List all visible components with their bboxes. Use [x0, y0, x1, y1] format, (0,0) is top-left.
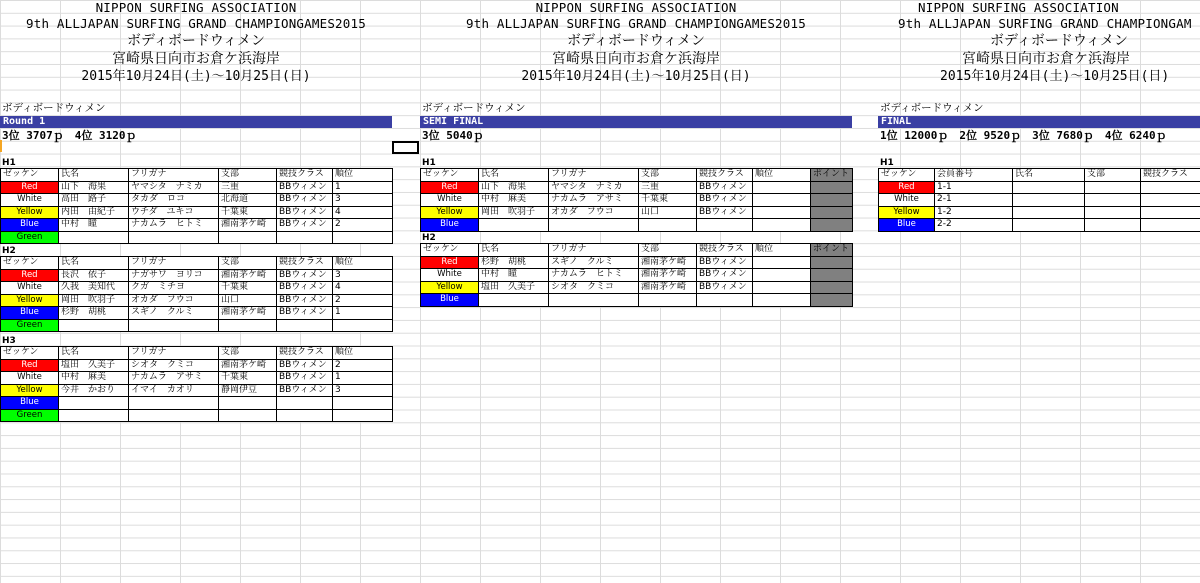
col-class: 競技クラス [697, 244, 753, 257]
kana-cell[interactable]: ナカムラ ヒトミ [549, 269, 639, 282]
class-cell[interactable]: BBウィメン [277, 194, 333, 207]
bib-cell[interactable]: Red [1, 359, 59, 372]
class-cell[interactable] [277, 397, 333, 410]
points-cell[interactable] [811, 294, 853, 307]
member-cell[interactable]: 1-2 [935, 206, 1013, 219]
table-row [1, 294, 393, 307]
rank-cell[interactable] [753, 206, 811, 219]
table-header-row [421, 169, 853, 182]
col-name: 氏名 [59, 257, 129, 270]
bib-cell[interactable]: Blue [1, 219, 59, 232]
category-label: ボディボードウィメン [880, 102, 984, 114]
heat-table-sf-h1 [420, 168, 853, 232]
rank-cell[interactable] [753, 281, 811, 294]
branch-cell[interactable] [1085, 194, 1141, 207]
bib-cell[interactable]: White [421, 194, 479, 207]
class-cell[interactable]: BBウィメン [277, 206, 333, 219]
kana-cell[interactable]: オカダ フウコ [129, 294, 219, 307]
rank-cell[interactable] [333, 231, 393, 244]
class-cell[interactable]: BBウィメン [277, 359, 333, 372]
branch-cell[interactable] [639, 294, 697, 307]
points-cell[interactable] [811, 269, 853, 282]
name-cell[interactable]: 杉野 胡桃 [59, 307, 129, 320]
col-kana: フリガナ [549, 244, 639, 257]
selected-cell[interactable] [392, 141, 419, 154]
points-cell[interactable] [811, 206, 853, 219]
division-title: ボディボードウィメン [990, 33, 1129, 49]
advance-points: 1位 12000ｐ 2位 9520ｐ 3位 7680ｐ 4位 6240ｐ [880, 129, 1167, 142]
name-cell[interactable]: 山下 海果 [59, 181, 129, 194]
name-cell[interactable]: 塩田 久美子 [59, 359, 129, 372]
kana-cell[interactable]: クガ ミチヨ [129, 282, 219, 295]
kana-cell[interactable] [129, 409, 219, 422]
kana-cell[interactable]: ヤマシタ ナミカ [549, 181, 639, 194]
heat-table-sf-h2 [420, 243, 853, 307]
rank-cell[interactable]: 2 [333, 219, 393, 232]
kana-cell[interactable] [129, 397, 219, 410]
round-bar: Round 1 [0, 116, 392, 128]
branch-cell[interactable]: 三重 [219, 181, 277, 194]
class-cell[interactable]: BBウィメン [277, 372, 333, 385]
kana-cell[interactable]: スギノ クルミ [129, 307, 219, 320]
bib-cell[interactable]: Red [421, 256, 479, 269]
class-cell[interactable] [697, 219, 753, 232]
rank-cell[interactable] [753, 294, 811, 307]
rank-cell[interactable] [333, 319, 393, 332]
rank-cell[interactable]: 2 [333, 359, 393, 372]
col-kana: フリガナ [129, 347, 219, 360]
kana-cell[interactable]: ナガサワ ヨリコ [129, 269, 219, 282]
points-cell[interactable] [811, 256, 853, 269]
table-row [1, 219, 393, 232]
heat-table-final-h1 [878, 168, 1200, 232]
col-rank: 順位 [753, 169, 811, 182]
branch-cell[interactable]: 湘南茅ケ崎 [219, 219, 277, 232]
venue-title: 宮崎県日向市お倉ケ浜海岸 [552, 51, 720, 67]
heat-label: H1 [422, 158, 436, 168]
name-cell[interactable] [1013, 181, 1085, 194]
org-title: NIPPON SURFING ASSOCIATION [535, 0, 737, 15]
panel-semifinal [420, 0, 852, 86]
table-row [421, 269, 853, 282]
kana-cell[interactable]: ナカムラ アサミ [129, 372, 219, 385]
bib-cell[interactable]: White [879, 194, 935, 207]
kana-cell[interactable]: ナカムラ ヒトミ [129, 219, 219, 232]
heat-label: H3 [2, 336, 16, 346]
class-cell[interactable] [1141, 219, 1200, 232]
table-row [1, 359, 393, 372]
name-cell[interactable]: 内田 由紀子 [59, 206, 129, 219]
branch-cell[interactable]: 山口 [219, 294, 277, 307]
name-cell[interactable]: 山下 海果 [479, 181, 549, 194]
rank-cell[interactable]: 1 [333, 181, 393, 194]
points-cell[interactable] [811, 181, 853, 194]
table-row [1, 307, 393, 320]
heat-label: H2 [2, 246, 16, 256]
branch-cell[interactable]: 千葉東 [219, 282, 277, 295]
col-kana: フリガナ [549, 169, 639, 182]
name-cell[interactable] [1013, 194, 1085, 207]
rank-cell[interactable] [753, 256, 811, 269]
col-rank: 順位 [333, 169, 393, 182]
bib-cell[interactable]: White [421, 269, 479, 282]
heat-table-r1-h3 [0, 346, 393, 422]
sheet-header [0, 0, 392, 86]
branch-cell[interactable] [1085, 219, 1141, 232]
member-cell[interactable]: 2-1 [935, 194, 1013, 207]
branch-cell[interactable] [639, 219, 697, 232]
bib-cell[interactable]: Yellow [1, 206, 59, 219]
kana-cell[interactable] [129, 319, 219, 332]
kana-cell[interactable]: オカダ フウコ [549, 206, 639, 219]
col-branch: 支部 [219, 169, 277, 182]
name-cell[interactable]: 中村 麻美 [479, 194, 549, 207]
class-cell[interactable]: BBウィメン [697, 281, 753, 294]
col-kana: フリガナ [129, 257, 219, 270]
name-cell[interactable]: 中村 麻美 [59, 372, 129, 385]
name-cell[interactable] [59, 231, 129, 244]
kana-cell[interactable]: タカダ ロコ [129, 194, 219, 207]
table-header-row [1, 169, 393, 182]
name-cell[interactable]: 中村 瞳 [59, 219, 129, 232]
kana-cell[interactable]: ウチダ ユキコ [129, 206, 219, 219]
venue-title: 宮崎県日向市お倉ケ浜海岸 [112, 51, 280, 67]
class-cell[interactable] [1141, 194, 1200, 207]
bib-cell[interactable]: Green [1, 231, 59, 244]
table-row [1, 319, 393, 332]
kana-cell[interactable]: ナカムラ アサミ [549, 194, 639, 207]
class-cell[interactable] [1141, 206, 1200, 219]
table-header-row [1, 257, 393, 270]
rank-cell[interactable]: 3 [333, 384, 393, 397]
col-bib: ゼッケン [879, 169, 935, 182]
table-header-row [1, 347, 393, 360]
rank-cell[interactable]: 1 [333, 372, 393, 385]
venue-title: 宮崎県日向市お倉ケ浜海岸 [962, 51, 1130, 67]
table-header-row [421, 244, 853, 257]
branch-cell[interactable] [219, 409, 277, 422]
class-cell[interactable]: BBウィメン [277, 269, 333, 282]
bib-cell[interactable]: White [1, 282, 59, 295]
col-bib: ゼッケン [421, 169, 479, 182]
bib-cell[interactable]: Yellow [1, 384, 59, 397]
branch-cell[interactable]: 千葉東 [639, 194, 697, 207]
rank-cell[interactable]: 4 [333, 206, 393, 219]
member-cell[interactable]: 2-2 [935, 219, 1013, 232]
bib-cell[interactable]: Yellow [879, 206, 935, 219]
class-cell[interactable]: BBウィメン [277, 282, 333, 295]
heat-label: H1 [2, 158, 16, 168]
class-cell[interactable]: BBウィメン [697, 181, 753, 194]
org-title: NIPPON SURFING ASSOCIATION [918, 0, 1119, 15]
rank-cell[interactable]: 4 [333, 282, 393, 295]
name-cell[interactable] [1013, 219, 1085, 232]
col-rank: 順位 [333, 257, 393, 270]
table-row [1, 409, 393, 422]
col-branch: 支部 [219, 257, 277, 270]
col-class: 競技クラス [277, 169, 333, 182]
name-cell[interactable]: 中村 瞳 [479, 269, 549, 282]
table-row [1, 372, 393, 385]
col-bib: ゼッケン [1, 169, 59, 182]
table-row [421, 219, 853, 232]
col-name: 氏名 [1013, 169, 1085, 182]
branch-cell[interactable]: 北海道 [219, 194, 277, 207]
table-row [421, 194, 853, 207]
branch-cell[interactable]: 千葉東 [219, 206, 277, 219]
branch-cell[interactable]: 湘南茅ケ崎 [219, 359, 277, 372]
table-row [879, 194, 1200, 207]
bib-cell[interactable]: Red [1, 181, 59, 194]
class-cell[interactable]: BBウィメン [697, 194, 753, 207]
advance-points: 3位 3707ｐ 4位 3120ｐ [2, 129, 137, 142]
class-cell[interactable]: BBウィメン [697, 206, 753, 219]
heat-table-r1-h2 [0, 256, 393, 332]
col-class: 競技クラス [697, 169, 753, 182]
heat-table-r1-h1 [0, 168, 393, 244]
col-branch: 支部 [219, 347, 277, 360]
name-cell[interactable]: 岡田 吹羽子 [59, 294, 129, 307]
table-row [1, 397, 393, 410]
name-cell[interactable] [1013, 206, 1085, 219]
table-row [1, 384, 393, 397]
sheet-header [878, 0, 1200, 86]
bib-cell[interactable]: Yellow [421, 206, 479, 219]
branch-cell[interactable] [1085, 181, 1141, 194]
event-title: 9th ALLJAPAN SURFING GRAND CHAMPIONGAMES2015 [26, 16, 366, 31]
kana-cell[interactable] [129, 231, 219, 244]
points-cell[interactable] [811, 219, 853, 232]
col-branch: 支部 [639, 244, 697, 257]
branch-cell[interactable] [219, 319, 277, 332]
sheet-header [420, 0, 852, 86]
dates-title: 2015年10月24日(土)～10月25日(日) [81, 69, 311, 84]
name-cell[interactable]: 塩田 久美子 [479, 281, 549, 294]
class-cell[interactable]: BBウィメン [697, 256, 753, 269]
bib-cell[interactable]: White [1, 194, 59, 207]
bib-cell[interactable]: White [1, 372, 59, 385]
name-cell[interactable] [59, 409, 129, 422]
rank-cell[interactable] [753, 219, 811, 232]
col-branch: 支部 [1085, 169, 1141, 182]
round-bar: FINAL [878, 116, 1200, 128]
class-cell[interactable]: BBウィメン [277, 384, 333, 397]
branch-cell[interactable]: 湘南茅ケ崎 [219, 269, 277, 282]
class-cell[interactable] [277, 319, 333, 332]
name-cell[interactable]: 高田 路子 [59, 194, 129, 207]
org-title: NIPPON SURFING ASSOCIATION [95, 0, 297, 15]
heat-label: H1 [880, 158, 894, 168]
name-cell[interactable] [59, 397, 129, 410]
col-name: 氏名 [479, 169, 549, 182]
col-name: 氏名 [59, 347, 129, 360]
col-class: 競技クラス [277, 257, 333, 270]
class-cell[interactable]: BBウィメン [277, 219, 333, 232]
rank-cell[interactable] [753, 269, 811, 282]
class-cell[interactable]: BBウィメン [277, 307, 333, 320]
col-branch: 支部 [639, 169, 697, 182]
table-row [1, 194, 393, 207]
points-cell[interactable] [811, 194, 853, 207]
rank-cell[interactable] [333, 397, 393, 410]
col-points: ポイント [811, 169, 853, 182]
branch-cell[interactable]: 湘南茅ケ崎 [639, 281, 697, 294]
table-row [421, 206, 853, 219]
name-cell[interactable]: 長沢 依子 [59, 269, 129, 282]
bib-cell[interactable]: Blue [1, 307, 59, 320]
table-row [421, 294, 853, 307]
bib-cell[interactable]: Red [879, 181, 935, 194]
table-row [1, 282, 393, 295]
col-bib: ゼッケン [421, 244, 479, 257]
rank-cell[interactable]: 3 [333, 194, 393, 207]
round-bar: SEMI FINAL [420, 116, 852, 128]
rank-cell[interactable] [333, 409, 393, 422]
table-row [421, 256, 853, 269]
bib-cell[interactable]: Red [1, 269, 59, 282]
col-kana: フリガナ [129, 169, 219, 182]
table-row [879, 206, 1200, 219]
name-cell[interactable]: 岡田 吹羽子 [479, 206, 549, 219]
class-cell[interactable]: BBウィメン [277, 181, 333, 194]
points-cell[interactable] [811, 281, 853, 294]
col-class: 競技クラス [277, 347, 333, 360]
table-row [1, 181, 393, 194]
name-cell[interactable] [479, 219, 549, 232]
kana-cell[interactable]: スギノ クルミ [549, 256, 639, 269]
name-cell[interactable]: 今井 かおり [59, 384, 129, 397]
event-title: 9th ALLJAPAN SURFING GRAND CHAMPIONGAMES2015 [466, 16, 806, 31]
bib-cell[interactable]: Yellow [1, 294, 59, 307]
col-bib: ゼッケン [1, 257, 59, 270]
rank-cell[interactable]: 3 [333, 269, 393, 282]
rank-cell[interactable] [753, 181, 811, 194]
advance-points: 3位 5040ｐ [422, 129, 484, 142]
bib-cell[interactable]: Green [1, 409, 59, 422]
rank-cell[interactable] [753, 194, 811, 207]
class-cell[interactable] [277, 231, 333, 244]
division-title: ボディボードウィメン [126, 33, 266, 49]
table-row [421, 181, 853, 194]
table-header-row [879, 169, 1200, 182]
branch-cell[interactable]: 湘南茅ケ崎 [639, 256, 697, 269]
branch-cell[interactable]: 湘南茅ケ崎 [639, 269, 697, 282]
kana-cell[interactable] [549, 294, 639, 307]
class-cell[interactable] [697, 294, 753, 307]
bib-cell[interactable]: Blue [421, 219, 479, 232]
name-cell[interactable]: 久我 美知代 [59, 282, 129, 295]
col-name: 氏名 [479, 244, 549, 257]
col-points: ポイント [811, 244, 853, 257]
col-rank: 順位 [753, 244, 811, 257]
branch-cell[interactable] [219, 231, 277, 244]
branch-cell[interactable] [219, 397, 277, 410]
bib-cell[interactable]: Blue [879, 219, 935, 232]
table-row [879, 219, 1200, 232]
class-cell[interactable]: BBウィメン [697, 269, 753, 282]
branch-cell[interactable]: 三重 [639, 181, 697, 194]
kana-cell[interactable] [549, 219, 639, 232]
division-title: ボディボードウィメン [566, 33, 706, 49]
name-cell[interactable] [479, 294, 549, 307]
bib-cell[interactable]: Yellow [421, 281, 479, 294]
bib-cell[interactable]: Green [1, 319, 59, 332]
member-cell[interactable]: 1-1 [935, 181, 1013, 194]
col-bib: ゼッケン [1, 347, 59, 360]
branch-cell[interactable]: 千葉東 [219, 372, 277, 385]
table-row [421, 281, 853, 294]
category-label: ボディボードウィメン [422, 102, 526, 114]
name-cell[interactable]: 杉野 胡桃 [479, 256, 549, 269]
class-cell[interactable] [1141, 181, 1200, 194]
bib-cell[interactable]: Blue [421, 294, 479, 307]
table-row [1, 231, 393, 244]
rank-cell[interactable]: 2 [333, 294, 393, 307]
event-title: 9th ALLJAPAN SURFING GRAND CHAMPIONGAM [898, 16, 1192, 31]
class-cell[interactable]: BBウィメン [277, 294, 333, 307]
branch-cell[interactable]: 山口 [639, 206, 697, 219]
kana-cell[interactable]: イマイ カオリ [129, 384, 219, 397]
branch-cell[interactable]: 湘南茅ケ崎 [219, 307, 277, 320]
table-row [1, 206, 393, 219]
panel-round1 [0, 0, 392, 86]
heat-label: H2 [422, 233, 436, 243]
col-rank: 順位 [333, 347, 393, 360]
branch-cell[interactable]: 静岡伊豆 [219, 384, 277, 397]
kana-cell[interactable]: ヤマシタ ナミカ [129, 181, 219, 194]
name-cell[interactable] [59, 319, 129, 332]
col-name: 氏名 [59, 169, 129, 182]
dates-title: 2015年10月24日(土)～10月25日(日) [940, 69, 1170, 84]
kana-cell[interactable]: シオタ クミコ [129, 359, 219, 372]
bib-cell[interactable]: Blue [1, 397, 59, 410]
class-cell[interactable] [277, 409, 333, 422]
col-class: 競技クラス [1141, 169, 1200, 182]
table-row [879, 181, 1200, 194]
bib-cell[interactable]: Red [421, 181, 479, 194]
branch-cell[interactable] [1085, 206, 1141, 219]
panel-final [878, 0, 1200, 86]
dates-title: 2015年10月24日(土)～10月25日(日) [521, 69, 751, 84]
category-label: ボディボードウィメン [2, 102, 106, 114]
rank-cell[interactable]: 1 [333, 307, 393, 320]
col-member: 会員番号 [935, 169, 1013, 182]
kana-cell[interactable]: シオタ クミコ [549, 281, 639, 294]
table-row [1, 269, 393, 282]
